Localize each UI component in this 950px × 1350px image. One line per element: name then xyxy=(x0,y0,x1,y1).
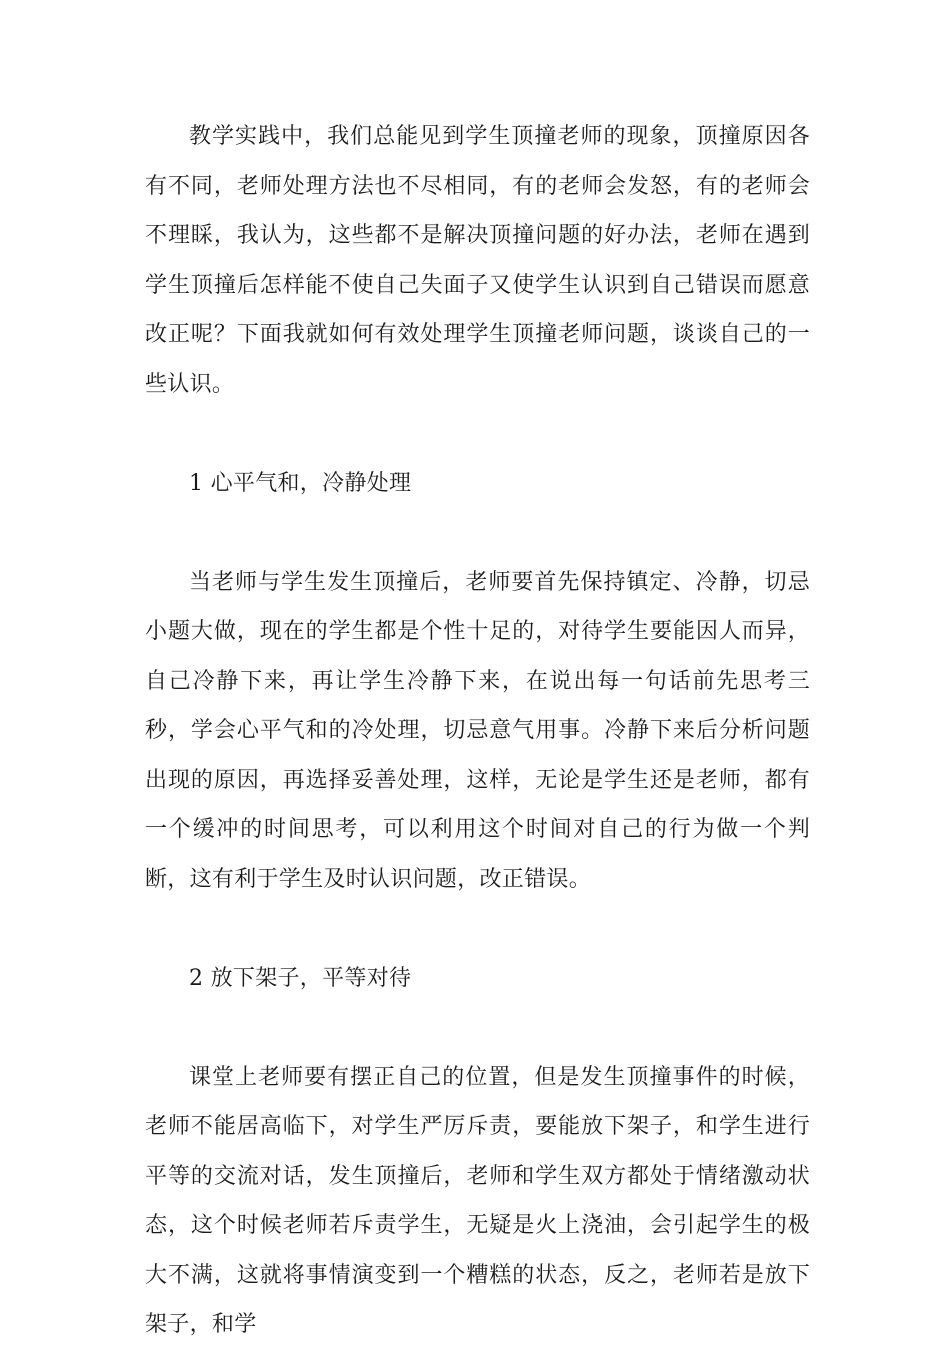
paragraph-spacer xyxy=(145,508,810,558)
section-heading-2: 2 放下架子，平等对待 xyxy=(189,965,412,991)
paragraph-spacer xyxy=(145,904,810,954)
section-heading-1: 1 心平气和，冷静处理 xyxy=(189,470,412,496)
intro-paragraph: 教学实践中，我们总能见到学生顶撞老师的现象，顶撞原因各有不同，老师处理方法也不尽相同，有的老师会发怒，有的老师会不理睬，我认为，这些都不是解决顶撞问题的好办法，老师在遇到学生顶撞后怎样能不使自己失面子又使学生认识到自己错误而愿意改正呢？下面我就如何有效处理学生顶撞老师问题，谈谈自己的一些认识。 xyxy=(145,124,810,397)
section-body-1: 当老师与学生发生顶撞后，老师要首先保持镇定、冷静，切忌小题大做，现在的学生都是个性十足的，对待学生要能因人而异，自己冷静下来，再让学生冷静下来，在说出每一句话前先思考三秒，学会心平气和的冷处理，切忌意气用事。冷静下来后分析问题出现的原因，再选择妥善处理，这样，无论是学生还是老师，都有一个缓冲的时间思考，可以利用这个时间对自己的行为做一个判断，这有利于学生及时认识问题，改正错误。 xyxy=(145,569,810,892)
section-body-2: 课堂上老师要有摆正自己的位置，但是发生顶撞事件的时候，老师不能居高临下，对学生严厉斥责，要能放下架子，和学生进行平等的交流对话，发生顶撞后，老师和学生双方都处于情绪激动状态，这个时候老师若斥责学生，无疑是火上浇油，会引起学生的极大不满，这就将事情演变到一个糟糕的状态，反之，老师若是放下架子，和学 xyxy=(145,1064,810,1337)
paragraph-spacer xyxy=(145,409,810,459)
document-page xyxy=(145,112,810,1350)
paragraph-spacer xyxy=(145,1003,810,1053)
